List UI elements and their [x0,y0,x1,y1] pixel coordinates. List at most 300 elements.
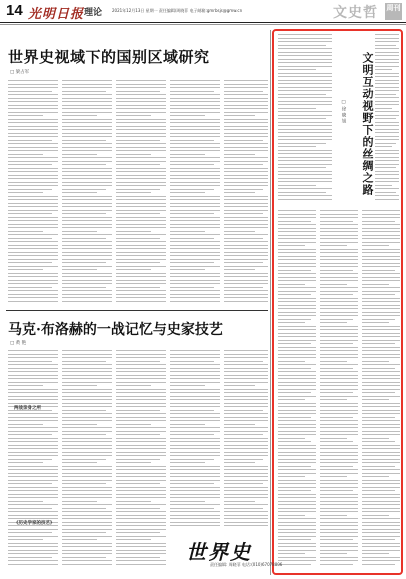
text-line [116,217,166,218]
text-line [375,164,399,165]
text-line [170,231,205,232]
text-line [224,473,268,474]
text-line [62,466,112,467]
text-line [62,382,112,383]
text-line [170,494,220,495]
text-line [278,427,316,428]
text-line [278,76,332,77]
text-line [362,445,400,446]
text-line [362,515,389,516]
text-line [62,553,112,554]
text-line [224,112,268,113]
text-line [8,252,58,253]
text-line [362,259,400,260]
text-line [116,220,166,221]
text-line [362,221,395,222]
text-line [320,256,358,257]
text-line [62,290,112,291]
text-line [62,91,106,92]
main-body-col-1 [8,80,58,305]
text-line [224,515,268,516]
text-line [320,340,358,341]
text-line [62,227,112,228]
text-line [116,529,166,530]
text-line [62,403,112,404]
text-line [362,333,400,334]
text-line [62,483,106,484]
text-line [62,539,97,540]
text-line [8,112,58,113]
text-line [116,105,166,106]
text-line [62,140,106,141]
text-line [170,375,220,376]
text-line [116,546,166,547]
text-line [8,480,58,481]
text-line [362,438,389,439]
text-line [320,487,358,488]
text-line [62,255,112,256]
text-line [375,97,399,98]
text-line [8,361,52,362]
text-line [62,361,106,362]
text-line [8,119,58,120]
text-line [170,210,220,211]
text-line [320,539,353,540]
text-line [62,224,112,225]
text-line [224,98,268,99]
text-line [8,94,58,95]
text-line [224,143,268,144]
text-line [116,413,166,414]
text-line [116,98,166,99]
text-line [170,217,220,218]
text-line [278,417,311,418]
text-line [278,178,332,179]
text-line [278,301,316,302]
text-line [8,245,58,246]
text-line [278,115,332,116]
text-line [362,329,400,330]
text-line [116,459,160,460]
text-line [62,410,106,411]
text-line [62,490,112,491]
text-line [116,199,166,200]
text-line [278,487,316,488]
text-line [278,343,311,344]
text-line [62,424,97,425]
text-line [116,297,166,298]
text-line [116,550,166,551]
text-line [362,483,400,484]
text-line [224,294,268,295]
text-line [224,154,255,155]
text-line [278,52,332,53]
text-line [375,48,399,49]
text-line [116,119,166,120]
text-line [8,206,58,207]
text-line [278,188,332,189]
text-line [224,238,263,239]
text-line [362,427,400,428]
text-line [62,455,112,456]
text-line [320,322,347,323]
text-line [362,469,400,470]
text-line [320,508,358,509]
text-line [62,560,112,561]
text-line [116,241,166,242]
text-line [8,466,58,467]
text-line [8,231,43,232]
text-line [362,459,400,460]
text-line [62,206,112,207]
text-line [170,420,220,421]
text-line [116,203,166,204]
text-line [362,550,400,551]
text-line [116,539,151,540]
text-line [8,508,52,509]
text-line [224,399,268,400]
text-line [224,213,263,214]
text-line [170,133,220,134]
text-line [224,357,268,358]
text-line [224,182,268,183]
text-line [362,350,400,351]
text-line [62,213,106,214]
text-line [62,438,112,439]
text-line [116,417,166,418]
text-line [224,206,268,207]
text-line [224,424,255,425]
text-line [320,378,358,379]
text-line [116,564,166,565]
text-line [278,83,332,84]
text-line [116,262,160,263]
text-line [278,546,316,547]
text-line [116,87,166,88]
text-line [62,564,112,565]
text-line [62,476,112,477]
text-line [278,129,332,130]
text-line [278,238,316,239]
text-line [8,459,52,460]
text-line [8,550,58,551]
text-line [170,140,214,141]
text-line [170,227,220,228]
text-line [62,550,112,551]
text-line [116,185,166,186]
text-line [224,392,268,393]
text-line [62,396,112,397]
text-line [62,536,112,537]
text-line [116,140,160,141]
text-line [224,290,268,291]
text-line [8,497,58,498]
text-line [375,45,396,46]
text-line [8,462,43,463]
text-line [8,515,58,516]
text-line [62,413,112,414]
text-line [320,476,347,477]
text-line [224,375,268,376]
text-line [375,129,399,130]
text-line [62,269,97,270]
text-line [8,490,58,491]
text-line [224,122,268,123]
text-line [278,80,332,81]
text-line [170,276,220,277]
text-line [116,455,166,456]
text-line [116,434,160,435]
text-line [8,196,58,197]
text-line [62,168,112,169]
text-line [8,294,58,295]
text-line [278,143,326,144]
text-line [170,434,214,435]
text-line [362,448,400,449]
text-line [116,301,166,302]
text-line [62,87,112,88]
text-line [278,87,332,88]
text-line [362,343,395,344]
text-line [116,462,151,463]
text-line [170,182,220,183]
text-line [278,448,316,449]
text-line [362,319,395,320]
text-line [362,413,400,414]
text-line [320,221,353,222]
text-line [320,235,358,236]
text-line [375,167,396,168]
text-line [170,515,220,516]
text-line [62,238,106,239]
text-line [170,448,220,449]
text-line [320,550,358,551]
text-line [62,487,112,488]
text-line [278,164,332,165]
text-line [278,333,316,334]
text-line [8,501,43,502]
text-line [224,161,268,162]
text-line [116,424,151,425]
text-line [116,532,160,533]
text-line [320,273,358,274]
text-line [8,84,58,85]
text-line [8,290,58,291]
text-line [62,199,112,200]
text-line [278,280,316,281]
text-line [320,249,358,250]
text-line [8,473,58,474]
text-line [170,129,220,130]
text-line [278,490,311,491]
text-line [375,192,396,193]
text-line [278,410,316,411]
text-line [224,210,268,211]
text-line [62,501,97,502]
text-line [170,126,220,127]
text-line [170,147,220,148]
text-line [278,329,316,330]
text-line [320,434,358,435]
text-line [224,301,268,302]
text-line [224,101,268,102]
text-line [8,143,58,144]
text-line [278,199,332,200]
second-headline: 马克·布洛赫的一战记忆与史家技艺 [8,322,223,338]
text-line [170,192,205,193]
text-line [116,522,166,523]
text-line [362,217,400,218]
text-line [320,242,358,243]
text-line [362,315,400,316]
text-line [320,525,358,526]
text-line [278,34,332,35]
text-line [320,501,358,502]
text-line [170,382,220,383]
text-line [320,543,358,544]
text-line [116,227,166,228]
text-line [320,553,347,554]
text-line [320,427,358,428]
text-line [116,283,166,284]
text-line [320,385,358,386]
section-label: 理论 [84,8,103,18]
text-line [224,84,268,85]
text-line [170,389,220,390]
text-line [170,273,220,274]
text-line [8,199,58,200]
text-line [278,539,311,540]
text-line [278,508,316,509]
text-line [224,438,268,439]
text-line [62,525,112,526]
text-line [224,427,268,428]
text-line [320,455,358,456]
text-line [62,294,112,295]
text-line [170,525,220,526]
text-line [62,136,112,137]
text-line [8,297,58,298]
text-line [320,245,347,246]
text-line [375,80,399,81]
text-line [170,301,220,302]
text-line [362,525,400,526]
text-line [62,203,112,204]
text-line [362,252,400,253]
text-line [278,532,316,533]
text-line [62,259,112,260]
text-line [116,560,166,561]
text-line [8,98,58,99]
text-line [170,403,220,404]
text-line [362,308,400,309]
text-line [8,273,58,274]
text-line [278,536,316,537]
text-line [224,192,255,193]
text-line [170,511,220,512]
text-line [116,178,166,179]
text-line [278,101,332,102]
text-line [375,115,399,116]
text-line [278,195,332,196]
text-line [62,462,97,463]
text-line [116,368,166,369]
text-line [8,452,58,453]
text-line [362,543,400,544]
text-line [62,276,112,277]
text-line [278,221,311,222]
text-line [116,487,166,488]
text-line [8,136,58,137]
text-line [224,462,255,463]
text-line [62,546,112,547]
text-line [62,220,112,221]
text-line [8,504,58,505]
text-line [278,466,311,467]
text-line [8,389,58,390]
text-line [320,277,358,278]
text-line [278,385,316,386]
text-line [170,462,205,463]
text-line [320,490,353,491]
text-line [116,473,166,474]
text-line [62,231,97,232]
text-line [170,283,220,284]
text-line [224,164,263,165]
text-line [375,55,399,56]
text-line [320,294,353,295]
text-line [362,378,400,379]
text-line [224,224,268,225]
text-line [278,111,332,112]
text-line [116,378,166,379]
text-line [8,217,58,218]
text-line [62,522,112,523]
text-line [320,459,358,460]
text-line [320,357,358,358]
text-line [320,382,358,383]
text-line [278,160,332,161]
text-line [170,143,220,144]
text-line [116,501,151,502]
text-line [170,417,220,418]
text-line [320,424,358,425]
text-line [170,252,220,253]
text-line [224,276,268,277]
header-rule-thin [0,24,406,25]
text-line [375,83,399,84]
text-line [278,399,305,400]
text-line [224,105,268,106]
text-line [375,146,392,147]
text-line [8,368,58,369]
text-line [62,417,112,418]
text-line [62,301,112,302]
text-line [8,532,52,533]
text-line [278,305,316,306]
text-line [116,108,166,109]
text-line [224,508,263,509]
text-line [116,525,166,526]
text-line [320,238,358,239]
text-line [170,483,214,484]
text-line [320,252,358,253]
text-line [278,256,316,257]
text-line [278,41,332,42]
text-line [278,441,311,442]
text-line [375,69,392,70]
side-body-col-3 [362,210,400,570]
